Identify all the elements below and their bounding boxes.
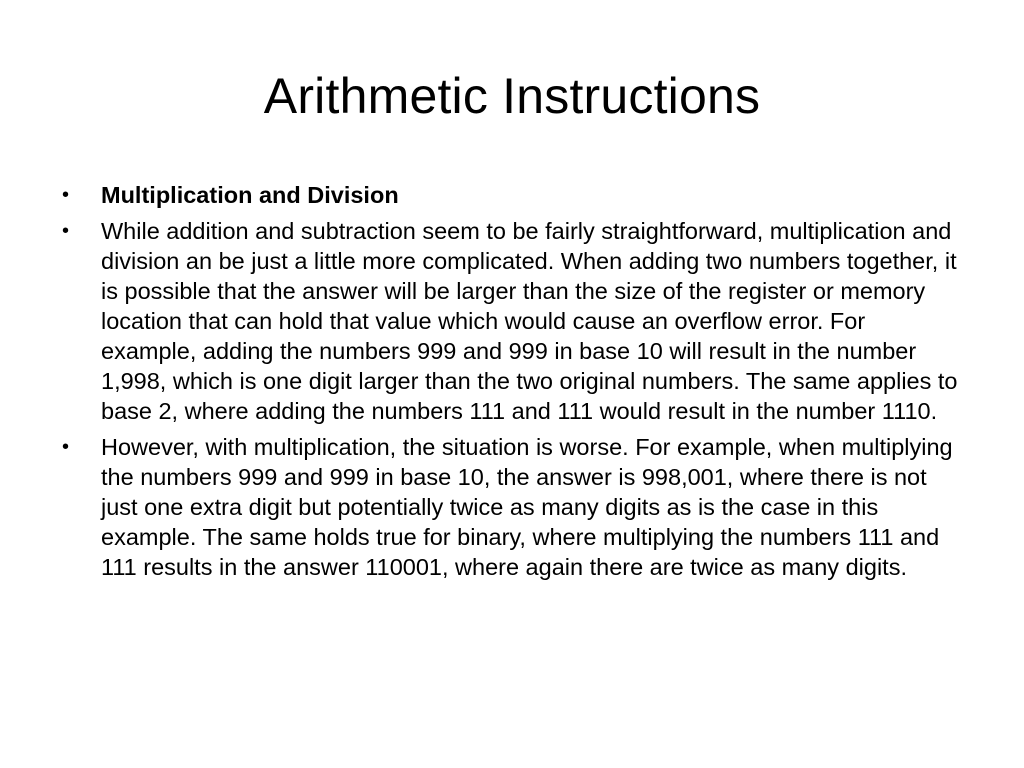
bullet-heading-text: Multiplication and Division: [101, 182, 399, 208]
slide-title: Arithmetic Instructions: [263, 68, 761, 124]
bullet-item-addition: [60, 216, 960, 426]
bullet-list: [60, 180, 960, 588]
bullet-item-heading: [60, 180, 960, 210]
bullet-dot-icon: •: [62, 436, 70, 458]
bullet-addition-text: While addition and subtraction seem to be fairly straightforward, multiplication and division an be just a little more complicated. When adding two numbers together, it is possible that the answer will be larger than the size of the register or memory location that can hold that value which would cause an overflow error. For example, adding the numbers 999 and 999 in base 10 will result in the number 1,998, which is one digit larger than the two original numbers. The same applies to base 2, where adding the numbers 111 and 111 would result in the number 1110.: [101, 218, 958, 424]
bullet-dot-icon: •: [62, 184, 70, 206]
bullet-multiplication-text: However, with multiplication, the situation is worse. For example, when multiplying the numbers 999 and 999 in base 10, the answer is 998,001, where there is not just one extra digit but potentially twice as many digits as is the case in this example. The same holds true for binary, where multiplying the numbers 111 and 111 results in the answer 110001, where again there are twice as many digits.: [101, 434, 953, 580]
bullet-dot-icon: •: [62, 220, 70, 242]
bullet-item-multiplication: [60, 432, 960, 582]
